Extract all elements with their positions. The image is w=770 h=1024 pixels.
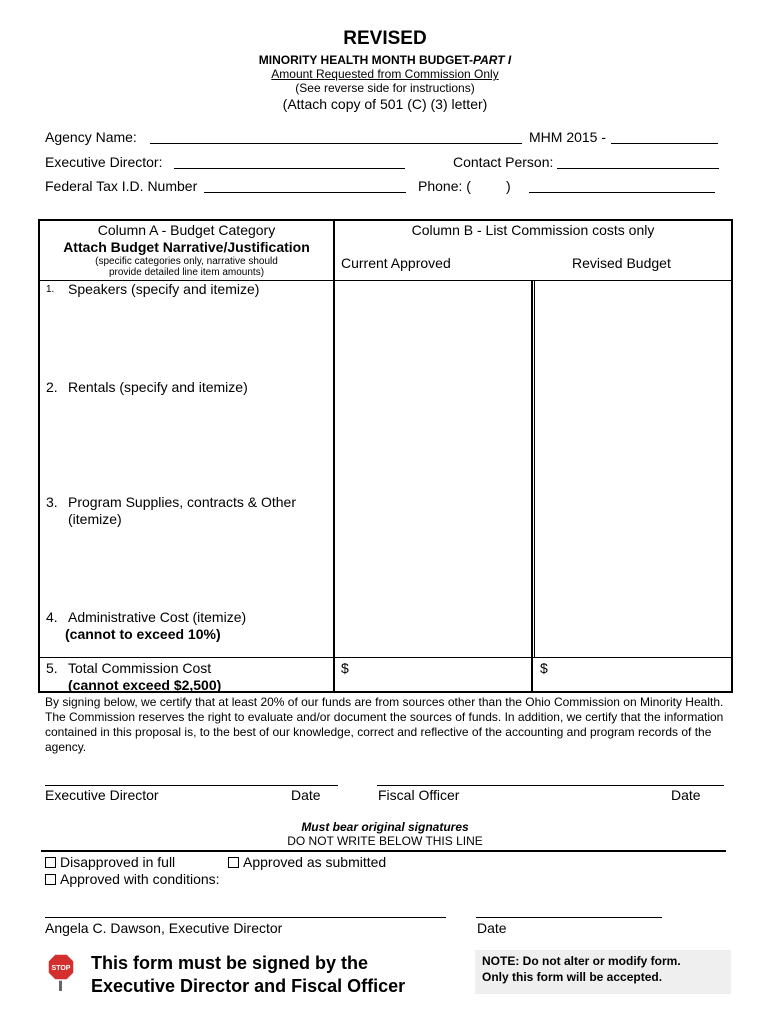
revised-budget-header: Revised Budget	[572, 255, 671, 271]
item-2-label: Rentals (specify and itemize)	[68, 379, 248, 395]
item-4-limit: (cannot to exceed 10%)	[65, 626, 221, 642]
certification-text: By signing below, we certify that at least 20% of our funds are from sources other than the Ohio Commission on Minority Health. The Commission reserves the right to evaluate and/or document the sources of funds. In addition, we certify that the information contained in this proposal is, to the best of our knowledge, correct and reflective of the accounting and program records of the agency.	[45, 695, 724, 754]
total-revised-dollar: $	[540, 660, 548, 676]
dawson-signature-line[interactable]	[45, 917, 446, 918]
executive-director-signature-line[interactable]	[45, 785, 338, 786]
column-divider-a-b	[333, 219, 335, 693]
form-subtitle: MINORITY HEALTH MONTH BUDGET-PART I	[258, 53, 512, 67]
do-not-write-note: DO NOT WRITE BELOW THIS LINE	[287, 834, 483, 848]
signature-warning	[91, 952, 405, 998]
executive-director-date-label: Date	[291, 787, 321, 803]
note-line-1: NOTE: Do not alter or modify form.	[482, 954, 681, 968]
column-divider-b-inner	[534, 280, 535, 657]
total-current-dollar: $	[341, 660, 349, 676]
federal-tax-id-field[interactable]	[204, 192, 406, 193]
column-a-note-1: (specific categories only, narrative should	[95, 256, 278, 267]
column-divider-b	[531, 280, 533, 693]
item-3-label-2: (itemize)	[68, 511, 122, 527]
form-title: REVISED	[343, 28, 427, 49]
item-5-limit: (cannot exceed $2,500)	[68, 677, 222, 693]
approved-conditions-checkbox[interactable]: Approved with conditions:	[45, 871, 220, 887]
signature-warning-line-1: This form must be signed by the	[91, 953, 369, 973]
item-5-label: Total Commission Cost	[68, 660, 212, 676]
mhm-field[interactable]	[611, 143, 718, 144]
checkbox-icon[interactable]	[228, 857, 239, 868]
dawson-signature-label: Angela C. Dawson, Executive Director	[45, 920, 283, 936]
fiscal-officer-date-label: Date	[671, 787, 701, 803]
table-left-border	[38, 219, 40, 693]
disapproved-checkbox[interactable]: Disapproved in full	[45, 854, 175, 870]
signature-warning-line-2: Executive Director and Fiscal Officer	[91, 976, 406, 996]
column-b-header: Column B - List Commission costs only	[411, 222, 655, 238]
contact-person-label: Contact Person:	[453, 154, 554, 170]
item-3-number: 3.	[46, 494, 58, 510]
stop-sign-text: STOP	[51, 965, 71, 972]
fiscal-officer-signature-label: Fiscal Officer	[378, 787, 460, 803]
instructions-note: (See reverse side for instructions)	[295, 81, 475, 95]
executive-director-label: Executive Director:	[45, 154, 163, 170]
note-box	[475, 950, 731, 994]
item-5-number: 5.	[46, 660, 58, 676]
item-4-number: 4.	[46, 609, 58, 625]
contact-person-field[interactable]	[557, 168, 719, 169]
phone-close-paren: )	[506, 178, 511, 194]
note-line-2: Only this form will be accepted.	[482, 970, 663, 984]
stop-sign-icon	[46, 952, 76, 992]
do-not-write-line	[41, 850, 726, 852]
agency-name-field[interactable]	[150, 143, 522, 144]
executive-director-signature-label: Executive Director	[45, 787, 159, 803]
checkbox-icon[interactable]	[45, 857, 56, 868]
attach-letter-note: (Attach copy of 501 (C) (3) letter)	[282, 96, 488, 112]
item-2-number: 2.	[46, 379, 58, 395]
column-a-header: Column A - Budget Category	[97, 222, 276, 238]
agency-name-label: Agency Name:	[45, 129, 137, 145]
checkbox-icon[interactable]	[45, 874, 56, 885]
must-bear-signatures: Must bear original signatures	[301, 820, 469, 834]
dawson-date-line[interactable]	[476, 917, 662, 918]
table-right-border	[731, 219, 733, 693]
phone-label: Phone: (	[418, 178, 471, 194]
amount-requested-note: Amount Requested from Commission Only	[271, 67, 499, 81]
fiscal-officer-signature-line[interactable]	[377, 785, 724, 786]
executive-director-field[interactable]	[174, 168, 405, 169]
dawson-date-label: Date	[477, 920, 507, 936]
column-a-note-2: provide detailed line item amounts)	[108, 267, 265, 278]
table-top-border	[38, 219, 733, 221]
item-1-number: 1.	[46, 284, 55, 295]
current-approved-header: Current Approved	[341, 255, 451, 271]
total-row-border	[40, 657, 731, 658]
phone-field[interactable]	[529, 192, 715, 193]
item-4-label: Administrative Cost (itemize)	[68, 609, 247, 625]
item-1-label: Speakers (specify and itemize)	[68, 281, 260, 297]
column-a-bold-note: Attach Budget Narrative/Justification	[63, 239, 310, 255]
federal-tax-id-label: Federal Tax I.D. Number	[45, 178, 198, 194]
mhm-label: MHM 2015 -	[529, 129, 607, 145]
approved-submitted-checkbox[interactable]: Approved as submitted	[228, 854, 386, 870]
item-3-label: Program Supplies, contracts & Other	[68, 494, 296, 510]
